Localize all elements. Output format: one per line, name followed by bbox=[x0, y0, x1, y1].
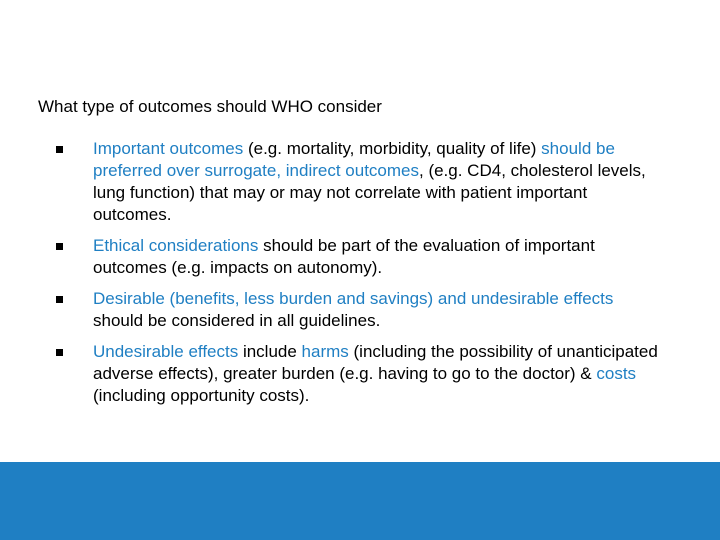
text-phrase: (e.g. mortality, morbidity, quality of life) bbox=[243, 139, 542, 158]
bullet-item-important-outcomes bbox=[56, 138, 666, 226]
bullet-text bbox=[93, 139, 646, 224]
bullet-list bbox=[56, 138, 666, 416]
highlighted-phrase: should be preferred over surrogate, indirect outcomes bbox=[93, 139, 615, 180]
text-phrase: (including the possibility of unanticipated adverse effects), greater burden (e.g. having to go to the doctor) & bbox=[93, 342, 658, 383]
footer-bar bbox=[0, 462, 720, 540]
square-bullet-icon bbox=[56, 296, 63, 303]
bullet-text bbox=[93, 342, 658, 405]
highlighted-phrase: Important outcomes bbox=[93, 139, 244, 158]
square-bullet-icon bbox=[56, 243, 63, 250]
text-phrase: (including opportunity costs). bbox=[93, 386, 310, 405]
text-phrase: should be considered in all guidelines. bbox=[93, 311, 381, 330]
highlighted-phrase: Ethical considerations bbox=[93, 236, 259, 255]
bullet-text bbox=[93, 289, 613, 330]
highlighted-phrase: Desirable (benefits, less burden and savings) and undesirable effects bbox=[93, 289, 614, 308]
bullet-text bbox=[93, 236, 595, 277]
bullet-item-ethical-considerations bbox=[56, 235, 666, 279]
text-phrase: , (e.g. CD4, cholesterol levels, lung function) that may or may not correlate with patient important outcomes. bbox=[93, 161, 646, 224]
highlighted-phrase: costs bbox=[596, 364, 637, 383]
bullet-item-desirable-effects bbox=[56, 288, 666, 332]
square-bullet-icon bbox=[56, 146, 63, 153]
highlighted-phrase: harms bbox=[301, 342, 349, 361]
square-bullet-icon bbox=[56, 349, 63, 356]
text-phrase: should be part of the evaluation of important outcomes (e.g. impacts on autonomy). bbox=[93, 236, 595, 277]
slide-title: What type of outcomes should WHO consider bbox=[38, 97, 382, 116]
text-phrase: include bbox=[238, 342, 302, 361]
bullet-item-undesirable-effects bbox=[56, 341, 666, 407]
highlighted-phrase: Undesirable effects bbox=[93, 342, 239, 361]
